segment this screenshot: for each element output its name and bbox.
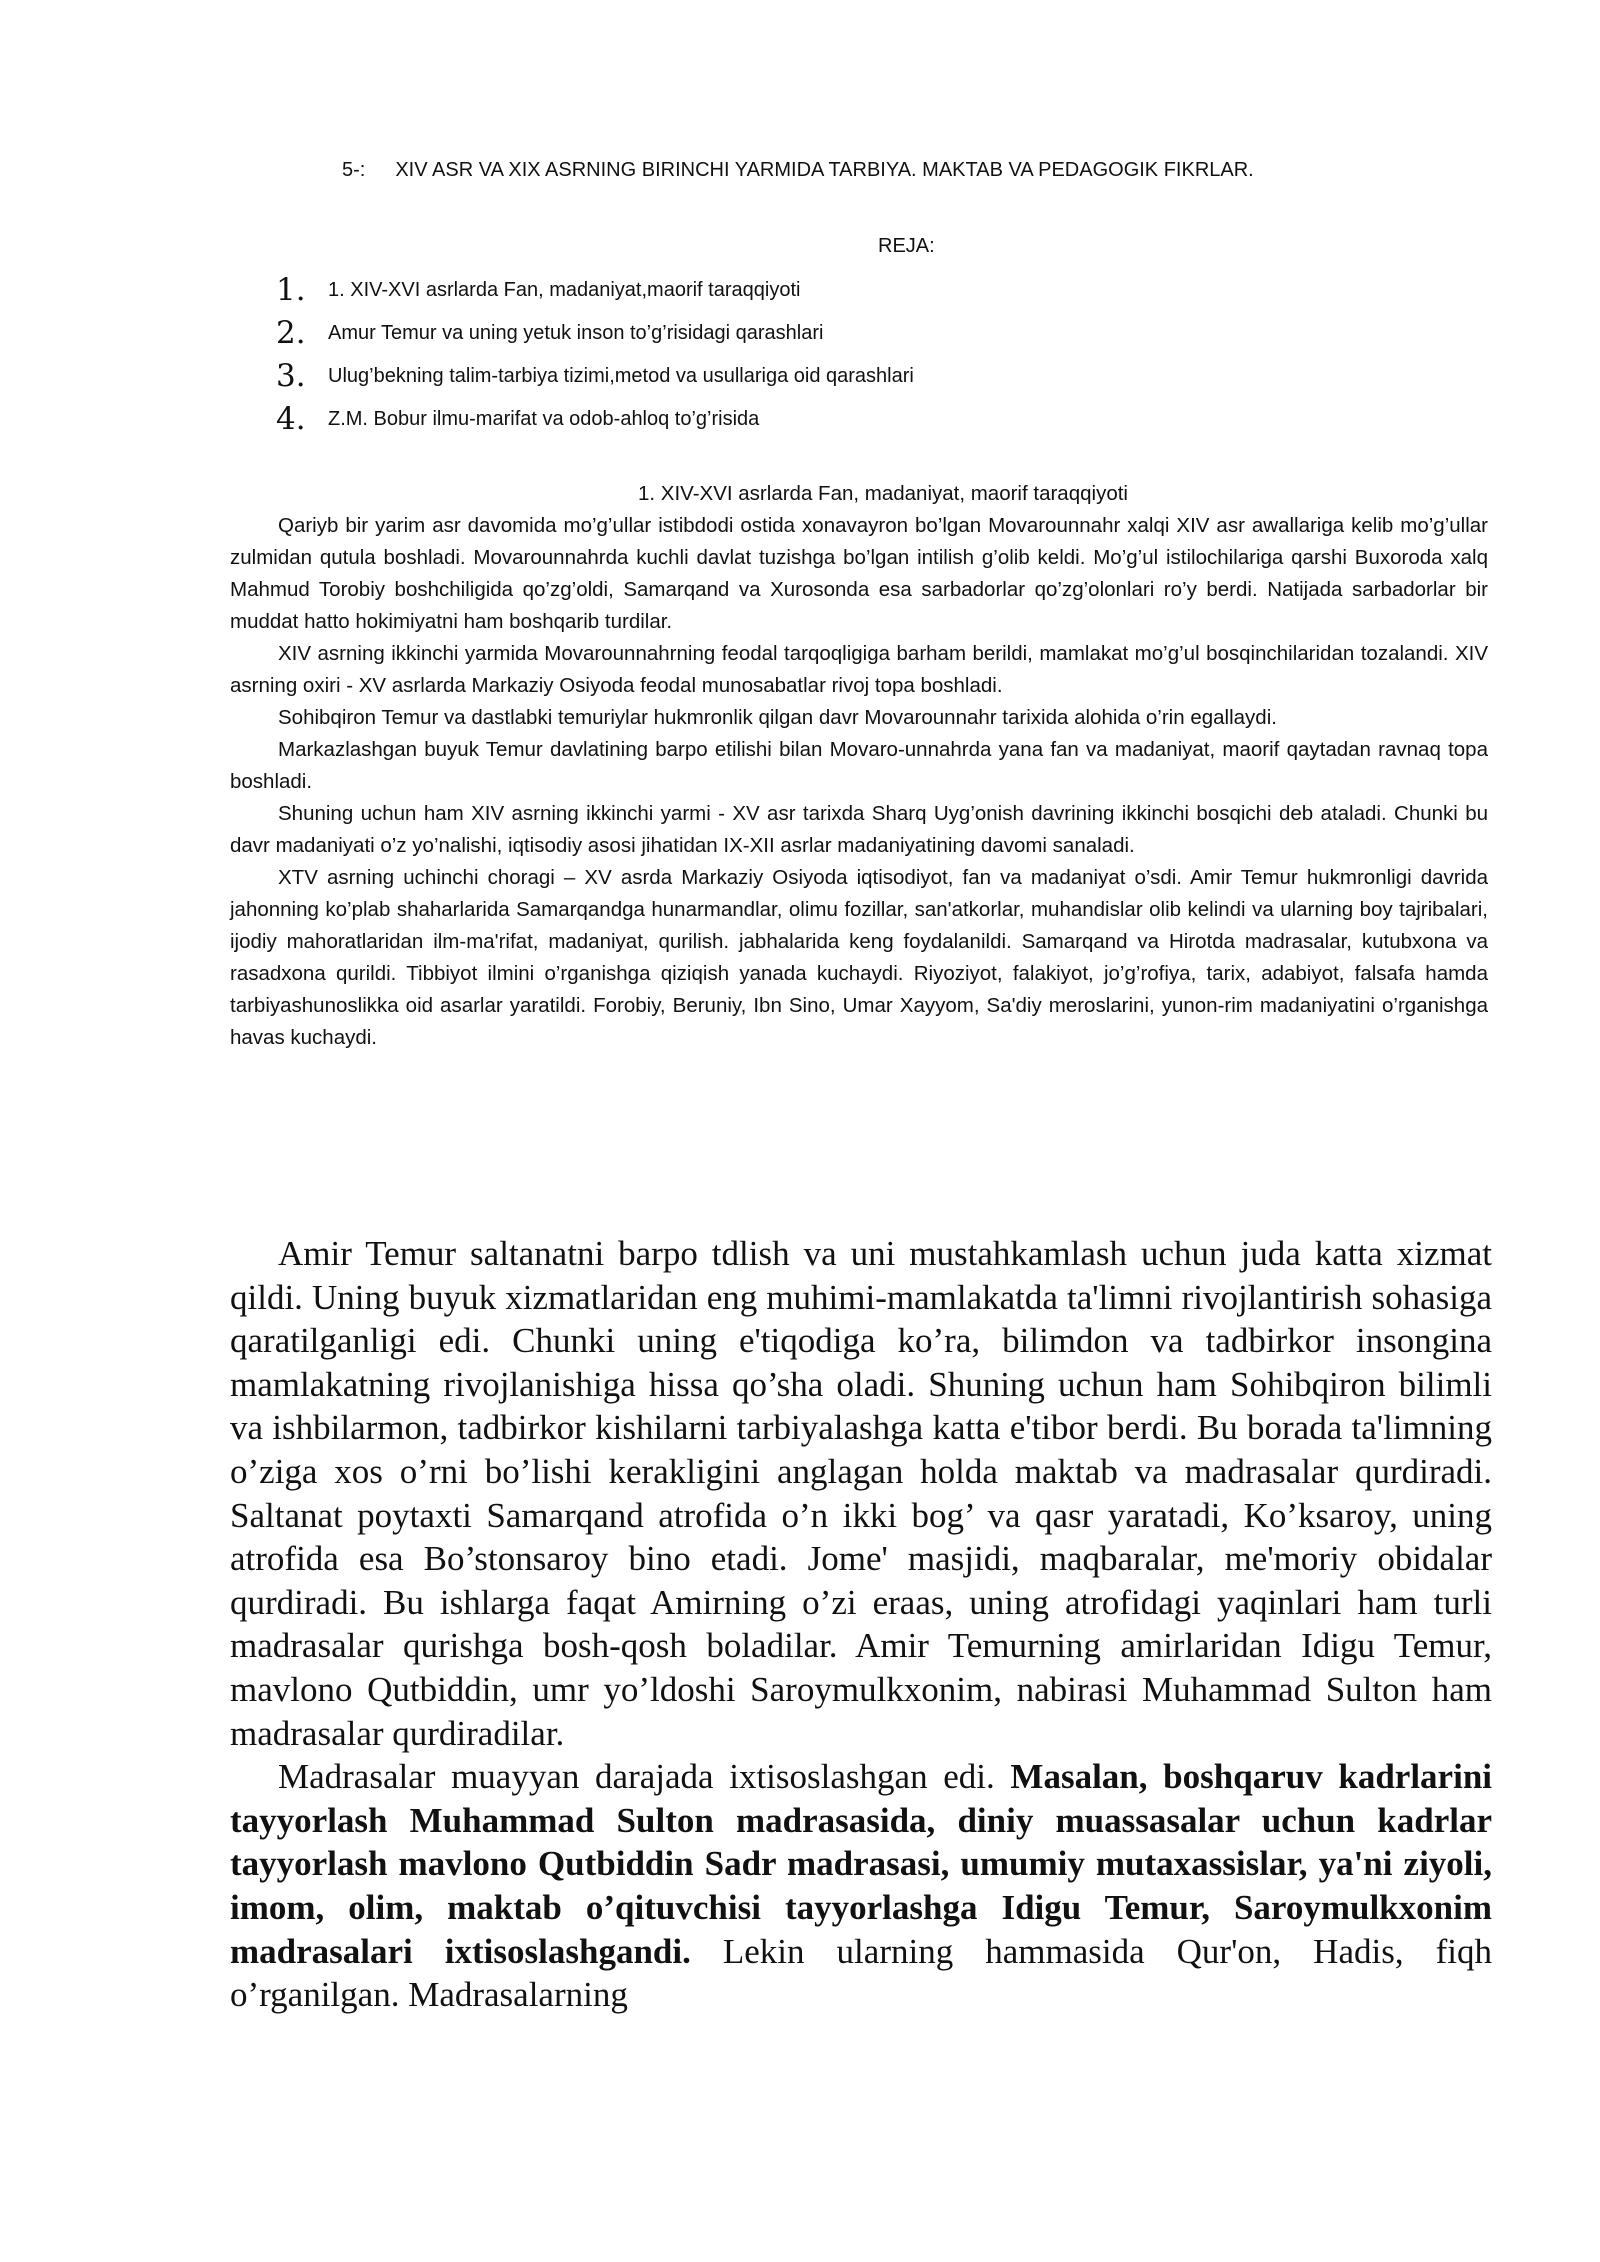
- plan-item: [276, 397, 1176, 440]
- body-paragraph: Amir Temur saltanatni barpo tdlish va uni mustahkamlash uchun juda katta xizmat qildi. Uning buyuk xizmatlaridan eng muhimi-mamlakatda ta'limni rivojlantirish sohasiga qaratilganligi edi. Chunki uning e'tiqodiga ko’ra, bilimdon va tadbirkor insongina mamlakatning rivojlanishiga hissa qo’sha oladi. Shuning uchun ham Sohibqiron bilimli va ishbilarmon, tadbirkor kishilarni tarbiyalashga katta e'tibor berdi. Bu borada ta'limning o’ziga xos o’rni bo’lishi kerakligini anglagan holda maktab va madrasalar qurdiradi. Saltanat poytaxti Samarqand atrofida o’n ikki bog’ va qasr yaratadi, Ko’ksaroy, uning atrofida esa Bo’stonsaroy bino etadi. Jome' masjidi, maqbaralar, me'moriy obidalar qurdiradi. Bu ishlarga faqat Amirning o’zi eraas, uning atrofidagi yaqinlari ham turli madrasalar qurishga bosh-qosh boladilar. Amir Temurning amirlaridan Idigu Temur, mavlono Qutbiddin, umr yo’ldoshi Saroymulkxonim, nabirasi Muhammad Sulton ham madrasalar qurdiradilar.: [230, 1234, 1492, 1753]
- plan-item: [276, 354, 1176, 397]
- plan-item-text: Amur Temur va uning yetuk inson to’g’risidagi qarashlari: [328, 321, 824, 344]
- body-bold-text: Masalan, boshqaruv kadrlarini tayyorlash Muhammad Sulton madrasasida, diniy muassasalar uchun kadrlar tayyorlash mavlono Qutbiddin Sadr madrasasi, umumiy mutaxassislar, ya'ni ziyoli, imom, olim, maktab o’qituvchisi tayyorlashga Idigu Temur, Saroymulkxonim madrasalari ixtisoslashgandi.: [230, 1757, 1493, 1971]
- plan-label: REJA:: [878, 235, 935, 257]
- plan-list: [276, 268, 1176, 440]
- section-heading: 1. XIV-XVI asrlarda Fan, madaniyat, maorif taraqqiyoti: [638, 482, 1128, 505]
- lecture-number: 5-:: [342, 159, 366, 181]
- section-paragraph: Qariyb bir yarim asr davomida mo’g’ullar istibdodi ostida xonavayron bo’lgan Movarounnahr xalqi XIV asr awallariga kelib mo’g’ullar zulmidan qutula boshladi. Movarounnahrda kuchli davlat tuzishga bo’lgan intilish g’olib keldi. Mo’g’ul istilochilariga qarshi Buxoroda xalq Mahmud Torobiy boshchiligida qo’zg’oldi, Samarqand va Xurosonda esa sarbadorlar qo’zg’olonlari ro’y berdi. Natijada sarbadorlar bir muddat hatto hokimiyatni ham boshqarib turdilar.: [230, 514, 1488, 633]
- plan-item-text: Ulug’bekning talim-tarbiya tizimi,metod va usullariga oid qarashlari: [328, 364, 914, 387]
- main-body-text: [230, 1232, 1492, 2017]
- section-paragraph: Shuning uchun ham XIV asrning ikkinchi yarmi - XV asr tarixda Sharq Uyg’onish davrining ikkinchi bosqichi deb ataladi. Chunki bu davr madaniyati o’z yo’nalishi, iqtisodiy asosi jihatidan IX-XII asrlar madaniyatining davomi sanaladi.: [230, 802, 1488, 857]
- section-paragraph: XIV asrning ikkinchi yarmida Movarounnahrning feodal tarqoqligiga barham berildi, mamlakat mo’g’ul bosqinchilaridan tozalandi. XIV asrning oxiri - XV asrlarda Markaziy Osiyoda feodal munosabatlar rivoj topa boshladi.: [230, 642, 1488, 697]
- body-text-span: Madrasalar muayyan darajada ixtisoslashgan edi.: [278, 1757, 1011, 1797]
- plan-item-number: 1.: [276, 271, 306, 308]
- plan-item: [276, 268, 1176, 311]
- section-paragraph: Sohibqiron Temur va dastlabki temuriylar hukmronlik qilgan davr Movarounnahr tarixida alohida o’rin egallaydi.: [278, 706, 1277, 729]
- section-paragraph: Markazlashgan buyuk Temur davlatining barpo etilishi bilan Movaro-unnahrda yana fan va madaniyat, maorif qaytadan ravnaq topa boshladi.: [230, 738, 1488, 793]
- plan-item: [276, 311, 1176, 354]
- section-paragraph: XTV asrning uchinchi choragi – XV asrda Markaziy Osiyoda iqtisodiyot, fan va madaniyat o’sdi. Amir Temur hukmronligi davrida jahonning ko’plab shaharlarida Samarqandga hunarmandlar, olimu fozillar, san'atkorlar, muhandislar olib kelindi va ularning boy tajribalari, ijodiy mahoratlaridan ilm-ma'rifat, madaniyat, qurilish. jabhalarida keng foydalanildi. Samarqand va Hirotda madrasalar, kutubxona va rasadxona qurildi. Tibbiyot ilmini o’rganishga qiziqish yanada kuchaydi. Riyoziyot, falakiyot, jo’g’rofiya, tarix, adabiyot, falsafa hamda tarbiyashunoslikka oid asarlar yaratildi. Forobiy, Beruniy, Ibn Sino, Umar Xayyom, Sa'diy meroslarini, yunon-rim madaniyatini o’rganishga havas kuchaydi.: [230, 866, 1488, 1049]
- plan-item-number: 3.: [276, 357, 306, 394]
- body-paragraph: [230, 1755, 1492, 2017]
- body-text-span: Lekin ularning hammasida Qur'on, Hadis, fiqh o’rganilgan. Madrasalarning: [230, 1931, 1492, 2015]
- lecture-title: XIV ASR VA XIX ASRNING BIRINCHI YARMIDA TARBIYA. MAKTAB VA PEDAGOGIK FIKRLAR.: [395, 159, 1254, 181]
- plan-item-text: 1. XIV-XVI asrlarda Fan, madaniyat,maorif taraqqiyoti: [328, 278, 801, 301]
- plan-item-number: 2.: [276, 314, 306, 351]
- plan-item-text: Z.M. Bobur ilmu-marifat va odob-ahloq to’g’risida: [328, 407, 760, 430]
- page-title: [342, 156, 1402, 184]
- plan-item-number: 4.: [276, 400, 306, 437]
- section-1: [230, 478, 1488, 1054]
